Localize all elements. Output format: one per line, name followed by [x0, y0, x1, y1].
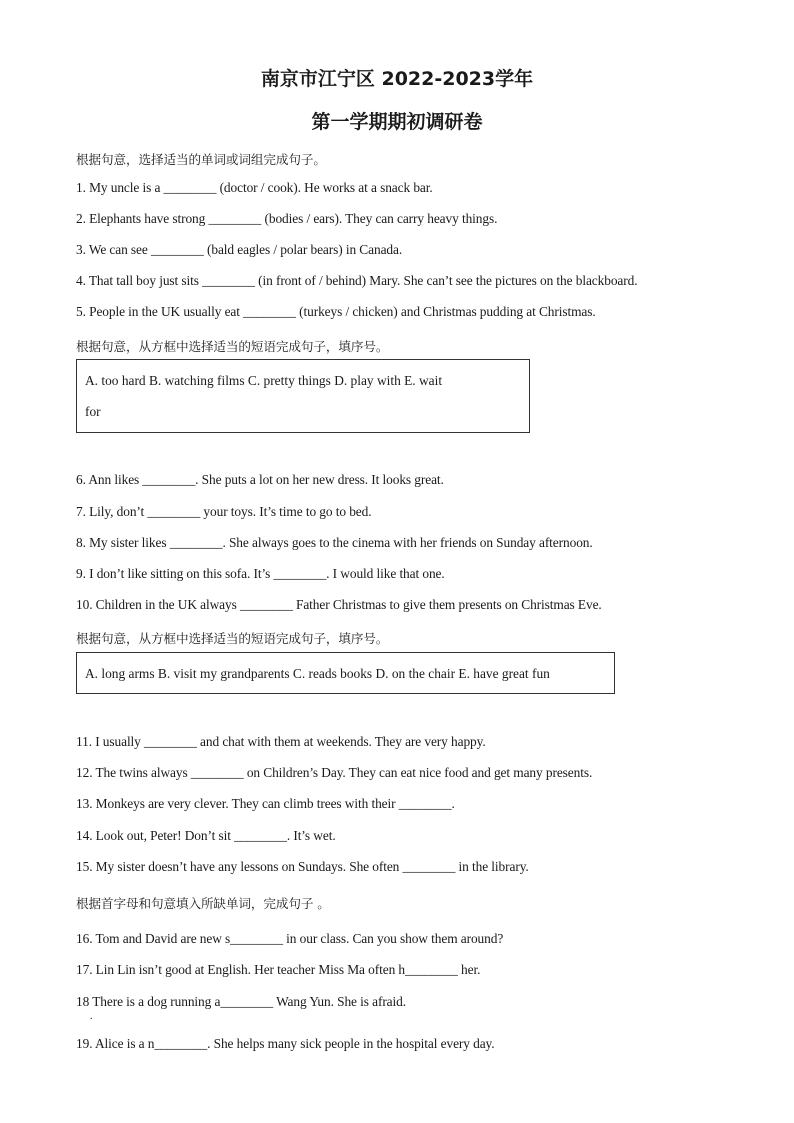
question-13: 13. Monkeys are very clever. They can climb trees with their ________. [76, 796, 455, 811]
word-box-1-options: A. too hard B. watching films C. pretty things D. play with E. wait [85, 373, 443, 388]
question-10: 10. Children in the UK always ________ Father Christmas to give them presents on Christmas Eve. [76, 597, 602, 612]
stray-mark: . [90, 1011, 93, 1022]
word-box-1-options-continued: for [85, 404, 101, 419]
question-1: 1. My uncle is a ________ (doctor / cook). He works at a snack bar. [76, 180, 433, 195]
section1-instruction: 根据句意，选择适当的单词或词组完成句子。 [76, 152, 326, 167]
question-4: 4. That tall boy just sits ________ (in front of / behind) Mary. She can’t see the pictures on the blackboard. [76, 273, 638, 288]
page-subtitle: 第一学期期初调研卷 [311, 111, 483, 133]
word-box-2 [76, 652, 615, 694]
question-2: 2. Elephants have strong ________ (bodies / ears). They can carry heavy things. [76, 211, 498, 226]
question-17: 17. Lin Lin isn’t good at English. Her teacher Miss Ma often h________ her. [76, 962, 481, 977]
section4-instruction: 根据首字母和句意填入所缺单词，完成句子 。 [76, 896, 330, 911]
question-15: 15. My sister doesn’t have any lessons on Sundays. She often ________ in the library. [76, 859, 529, 874]
question-3: 3. We can see ________ (bald eagles / polar bears) in Canada. [76, 242, 403, 257]
question-16: 16. Tom and David are new s________ in our class. Can you show them around? [76, 931, 504, 946]
word-box-2-options: A. long arms B. visit my grandparents C. reads books D. on the chair E. have great fun [85, 666, 550, 681]
question-5: 5. People in the UK usually eat ________ (turkeys / chicken) and Christmas pudding at Christmas. [76, 304, 596, 319]
question-19: 19. Alice is a n________. She helps many sick people in the hospital every day. [76, 1036, 495, 1051]
section3-instruction: 根据句意，从方框中选择适当的短语完成句子，填序号。 [76, 631, 389, 646]
question-12: 12. The twins always ________ on Children’s Day. They can eat nice food and get many presents. [76, 765, 593, 780]
question-9: 9. I don’t like sitting on this sofa. It’s ________. I would like that one. [76, 566, 445, 581]
page-title: 南京市江宁区 2022-2023学年 [260, 68, 534, 90]
question-6: 6. Ann likes ________. She puts a lot on her new dress. It looks great. [76, 472, 444, 487]
section2-instruction: 根据句意，从方框中选择适当的短语完成句子，填序号。 [76, 339, 389, 354]
question-11: 11. I usually ________ and chat with them at weekends. They are very happy. [76, 734, 486, 749]
word-box-1 [76, 359, 530, 433]
question-8: 8. My sister likes ________. She always goes to the cinema with her friends on Sunday afternoon. [76, 535, 593, 550]
question-7: 7. Lily, don’t ________ your toys. It’s time to go to bed. [76, 504, 372, 519]
question-18: 18 There is a dog running a________ Wang Yun. She is afraid. [76, 994, 406, 1009]
question-14: 14. Look out, Peter! Don’t sit ________. It’s wet. [76, 828, 336, 843]
